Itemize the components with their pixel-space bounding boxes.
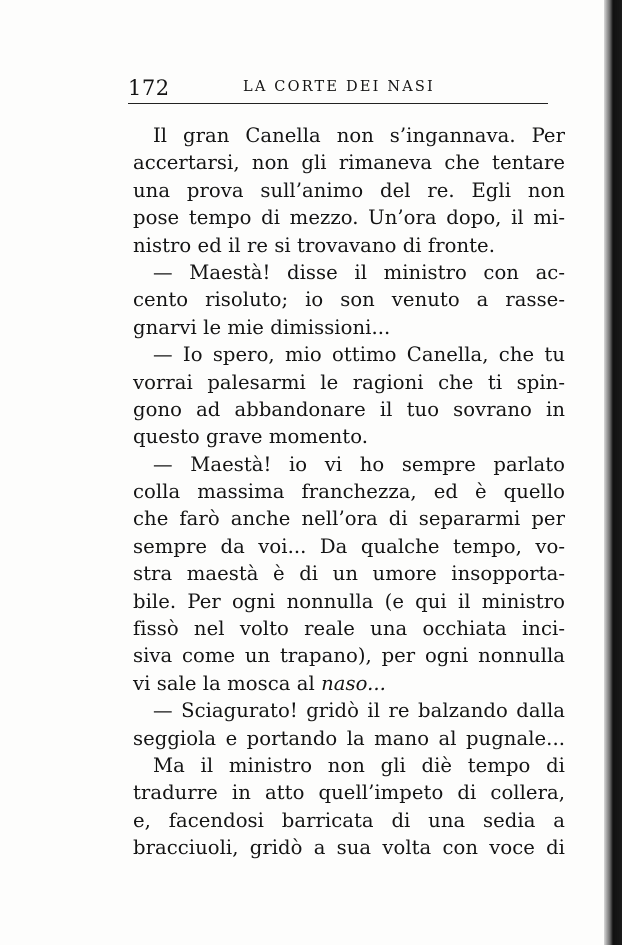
- text-fragment: vi sale la mosca al: [133, 671, 315, 695]
- text-line: accertarsi, non gli rimaneva che tentare: [133, 151, 565, 175]
- text-line: [133, 670, 565, 697]
- text-line: — Maestà! disse il ministro con ac-: [153, 260, 565, 284]
- text-line: che farò anche nell’ora di separarmi per: [133, 507, 565, 531]
- text-line: bile. Per ogni nonnulla (e qui il ministro: [133, 589, 565, 613]
- page-binding-edge: [604, 0, 622, 945]
- italic-word: naso...: [321, 671, 386, 695]
- text-line: bracciuoli, gridò a sua volta con voce di: [133, 836, 565, 860]
- text-line: colla massima franchezza, ed è quello: [133, 480, 565, 504]
- text-line: siva come un trapano), per ogni nonnulla: [133, 644, 565, 668]
- text-line: nistro ed il re si trovavano di fronte.: [133, 233, 495, 257]
- text-line: stra maestà è di un umore insopporta-: [133, 562, 565, 586]
- text-line: Il gran Canella non s’ingannava. Per: [153, 124, 565, 147]
- text-line: — Sciagurato! gridò il re balzando dalla: [153, 699, 565, 723]
- body-text: [133, 122, 565, 862]
- header-rule: [128, 103, 548, 104]
- text-line: e, facendosi barricata di una sedia a: [133, 808, 565, 832]
- text-line: — Io spero, mio ottimo Canella, che tu: [153, 343, 565, 367]
- text-line: seggiola e portando la mano al pugnale...: [133, 726, 565, 750]
- text-line: tradurre in atto quell’impeto di collera,: [133, 781, 565, 805]
- text-line: gono ad abbandonare il tuo sovrano in: [133, 397, 565, 421]
- text-line: questo grave momento.: [133, 425, 368, 449]
- text-line: gnarvi le mie dimissioni...: [133, 315, 391, 339]
- text-line: pose tempo di mezzo. Un’ora dopo, il mi-: [133, 206, 565, 230]
- page-header: [128, 76, 548, 102]
- running-title: LA CORTE DEI NASI: [243, 79, 435, 95]
- text-line: vorrai palesarmi le ragioni che ti spin-: [133, 370, 565, 394]
- text-line: fissò nel volto reale una occhiata inci-: [133, 617, 565, 641]
- text-line: — Maestà! io vi ho sempre parlato: [153, 452, 565, 476]
- page-number: 172: [128, 76, 170, 100]
- text-line: cento risoluto; io son venuto a rasse-: [133, 288, 565, 312]
- text-line: una prova sull’animo del re. Egli non: [133, 178, 565, 202]
- text-line: Ma il ministro non gli diè tempo di: [153, 753, 565, 777]
- text-line: sempre da voi... Da qualche tempo, vo-: [133, 534, 565, 558]
